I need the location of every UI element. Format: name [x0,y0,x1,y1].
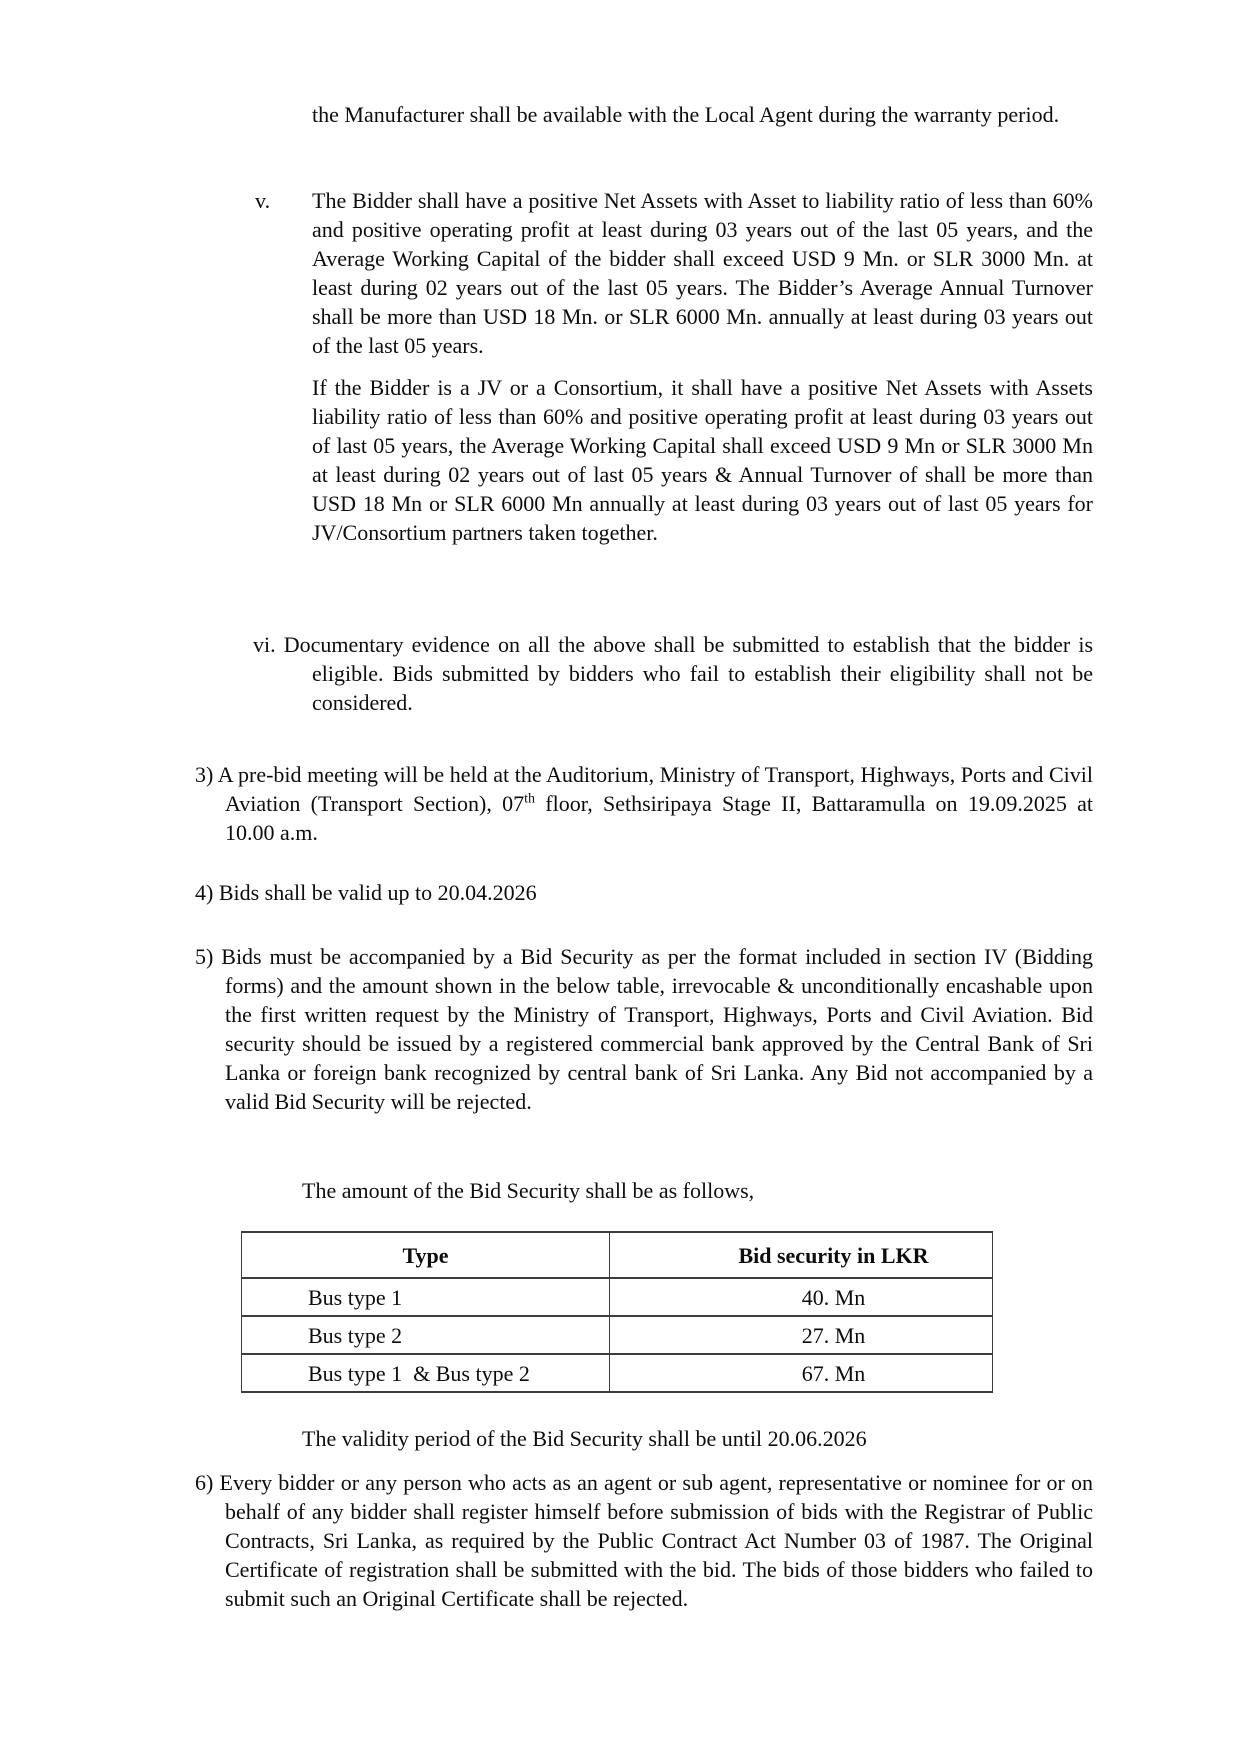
table-cell-amount-bus1-and-bus2: 67. Mn [610,1354,993,1392]
table-cell-type-bus1-and-bus2: Bus type 1 & Bus type 2 [242,1354,610,1392]
warranty-continuation-paragraph: the Manufacturer shall be available with the Local Agent during the warranty period. [312,102,1060,127]
item-v-paragraph-2: If the Bidder is a JV or a Consortium, it shall have a positive Net Assets with Assets liability ratio of less than 60% and positive operating profit at least during 03 years out of last 05 years, the Average Working Capital shall exceed USD 9 Mn or SLR 3000 Mn at least during 02 years out of last 05 years & Annual Turnover of shall be more than USD 18 Mn or SLR 6000 Mn annually at least during 03 years out of last 05 years for JV/Consortium partners taken together. [312,375,1093,545]
item-3-superscript: th [524,791,536,807]
item-3-text-after-sup: floor, Sethsiripaya Stage II, Battaramulla on 19.09.2025 at 10.00 a.m. [225,791,1093,845]
item-4 [195,878,1093,907]
bid-security-table [241,1231,993,1393]
item-v-marker: v. [255,188,271,213]
table-header-row [242,1232,993,1278]
item-v [255,186,1093,547]
item-vi [253,630,1094,717]
item-5 [195,942,1094,1116]
item-4-marker: 4) [195,880,214,905]
table-cell-type-bus1: Bus type 1 [242,1278,610,1316]
item-6 [195,1468,1094,1613]
table-cell-type-bus2: Bus type 2 [242,1316,610,1354]
table-row [242,1354,993,1392]
item-5-text: Bids must be accompanied by a Bid Security as per the format included in section IV (Bidding forms) and the amount shown in the below table, irrevocable & unconditionally encashable upon the first written request by the Ministry of Transport, Highways, Ports and Civil Aviation. Bid security should be issued by a registered commercial bank approved by the Central Bank of Sri Lanka or foreign bank recognized by central bank of Sri Lanka. Any Bid not accompanied by a valid Bid Security will be rejected. [221,944,1094,1114]
table-row [242,1316,993,1354]
item-v-paragraph-1: The Bidder shall have a positive Net Assets with Asset to liability ratio of less than 60% and positive operating profit at least during 03 years out of the last 05 years, and the Average Working Capital of the bidder shall exceed USD 9 Mn. or SLR 3000 Mn. at least during 02 years out of the last 05 years. The Bidder’s Average Annual Turnover shall be more than USD 18 Mn. or SLR 6000 Mn. annually at least during 03 years out of the last 05 years. [312,188,1093,358]
table-cell-amount-bus1: 40. Mn [610,1278,993,1316]
table-cell-amount-bus2: 27. Mn [610,1316,993,1354]
item-3-marker: 3) [195,762,214,787]
table-header-type: Type [242,1232,610,1278]
item-4-text: Bids shall be valid up to 20.04.2026 [218,880,537,905]
table-header-bid-security-lkr: Bid security in LKR [610,1232,993,1278]
table-row [242,1278,993,1316]
bid-security-intro: The amount of the Bid Security shall be as follows, [302,1178,755,1203]
item-vi-paragraph: Documentary evidence on all the above shall be submitted to establish that the bidder is eligible. Bids submitted by bidders who fail to establish their eligibility shall not be considered. [283,632,1094,715]
item-6-marker: 6) [195,1470,214,1495]
bid-security-validity-note: The validity period of the Bid Security shall be until 20.06.2026 [302,1426,867,1451]
item-3 [195,760,1093,847]
item-6-text: Every bidder or any person who acts as an agent or sub agent, representative or nominee for or on behalf of any bidder shall register himself before submission of bids with the Registrar of Public Contracts, Sri Lanka, as required by the Public Contract Act Number 03 of 1987. The Original Certificate of registration shall be submitted with the bid. The bids of those bidders who failed to submit such an Original Certificate shall be rejected. [219,1470,1094,1611]
item-5-marker: 5) [195,944,214,969]
item-vi-marker: vi. [253,632,276,657]
item-3-text-before-sup: A pre-bid meeting will be held at the Auditorium, Ministry of Transport, Highways, Ports and Civil Aviation (Transport Section), 07 [217,762,1093,816]
